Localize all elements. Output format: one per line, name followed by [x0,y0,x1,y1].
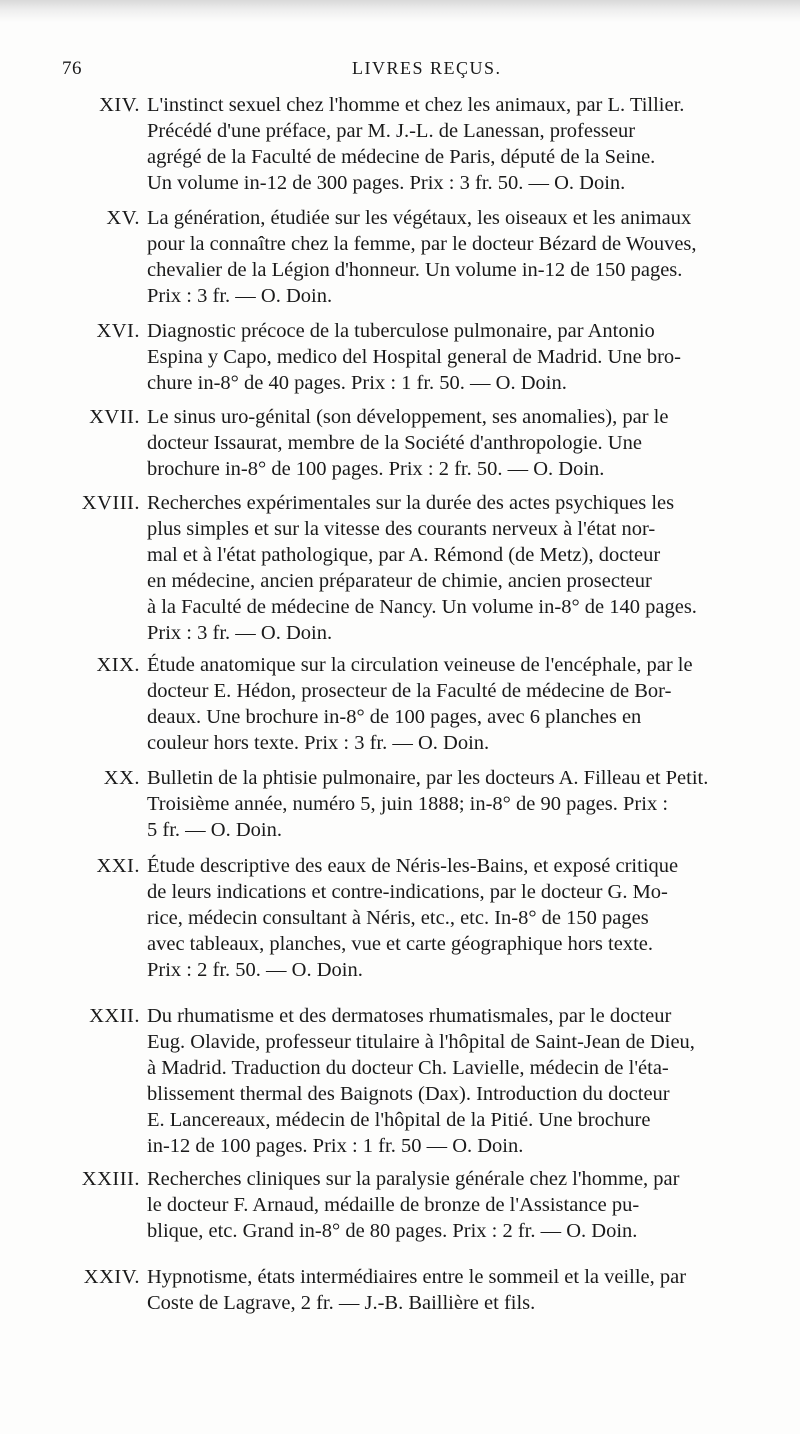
entry-line: La génération, étudiée sur les végétaux, les oiseaux et les animaux [147,207,692,229]
entry-line: 5 fr. — O. Doin. [147,819,282,841]
entry-line: chevalier de la Légion d'honneur. Un volume in-12 de 150 pages. [147,259,683,281]
entry-line: mal et à l'état pathologique, par A. Rémond (de Metz), docteur [147,544,661,566]
entry-line: Recherches cliniques sur la paralysie générale chez l'homme, par [147,1168,680,1190]
entry-numeral: XXIV. [83,1266,140,1288]
entry-line: blissement thermal des Baignots (Dax). Introduction du docteur [147,1083,670,1105]
entry-line: Prix : 3 fr. — O. Doin. [147,285,333,307]
entry-line: Du rhumatisme et des dermatoses rhumatismales, par le docteur [147,1005,672,1027]
entry-numeral: XXIII. [81,1168,140,1190]
page-number: 76 [62,58,82,79]
entry-text [147,1166,800,1244]
entry-numeral: XX. [103,767,140,789]
entry-text [147,92,800,196]
entry-line: Prix : 2 fr. 50. — O. Doin. [147,959,363,981]
entry-text [147,1264,800,1316]
entry-line: agrégé de la Faculté de médecine de Paris, député de la Seine. [147,146,656,168]
entry-line: plus simples et sur la vitesse des courants nerveux à l'état nor- [147,518,656,540]
entry-line: en médecine, ancien préparateur de chimie, ancien prosecteur [147,570,652,592]
entry-line: Coste de Lagrave, 2 fr. — J.-B. Baillière et fils. [147,1292,536,1314]
entry-line: brochure in-8° de 100 pages. Prix : 2 fr. 50. — O. Doin. [147,458,605,480]
entry-line: à la Faculté de médecine de Nancy. Un volume in-8° de 140 pages. [147,596,697,618]
entry-line: docteur E. Hédon, prosecteur de la Faculté de médecine de Bor- [147,680,672,702]
entry-line: Un volume in-12 de 300 pages. Prix : 3 fr. 50. — O. Doin. [147,172,626,194]
entry-text [147,318,800,396]
entry-numeral: XXII. [89,1005,140,1027]
entry-line: Prix : 3 fr. — O. Doin. [147,622,333,644]
entry-line: deaux. Une brochure in-8° de 100 pages, avec 6 planches en [147,706,642,728]
entry-line: Étude anatomique sur la circulation veineuse de l'encéphale, par le [147,654,693,676]
entry-line: blique, etc. Grand in-8° de 80 pages. Prix : 2 fr. — O. Doin. [147,1220,638,1242]
entry-line: Troisième année, numéro 5, juin 1888; in-8° de 90 pages. Prix : [147,793,669,815]
entry-text [147,652,800,756]
entry-line: Recherches expérimentales sur la durée des actes psychiques les [147,492,675,514]
entry-numeral: XV. [106,207,140,229]
entry-line: Étude descriptive des eaux de Néris-les-Bains, et exposé critique [147,855,679,877]
entry-numeral: XVIII. [81,492,140,514]
entry-line: Précédé d'une préface, par M. J.-L. de Lanessan, professeur [147,120,636,142]
entry-line: Diagnostic précoce de la tuberculose pulmonaire, par Antonio [147,320,655,342]
entry-line: le docteur F. Arnaud, médaille de bronze de l'Assistance pu- [147,1194,640,1216]
entry-line: Eug. Olavide, professeur titulaire à l'hôpital de Saint-Jean de Dieu, [147,1031,695,1053]
entry-line: docteur Issaurat, membre de la Société d'anthropologie. Une [147,432,642,454]
entry-numeral: XVII. [89,406,140,428]
entry-line: rice, médecin consultant à Néris, etc., etc. In-8° de 150 pages [147,907,649,929]
entry-text [147,404,800,482]
entry-text [147,853,800,983]
entry-line: E. Lancereaux, médecin de l'hôpital de la Pitié. Une brochure [147,1109,651,1131]
entry-numeral: XXI. [96,855,140,877]
entry-line: Espina y Capo, medico del Hospital general de Madrid. Une bro- [147,346,681,368]
entry-line: de leurs indications et contre-indications, par le docteur G. Mo- [147,881,668,903]
page-header [62,58,762,88]
entry-text [147,205,800,309]
entry-line: L'instinct sexuel chez l'homme et chez les animaux, par L. Tillier. [147,94,685,116]
entry-line: à Madrid. Traduction du docteur Ch. Lavielle, médecin de l'éta- [147,1057,669,1079]
entry-line: avec tableaux, planches, vue et carte géographique hors texte. [147,933,654,955]
entry-text [147,765,800,843]
entry-line: Hypnotisme, états intermédiaires entre le sommeil et la veille, par [147,1266,687,1288]
entry-line: chure in-8° de 40 pages. Prix : 1 fr. 50. — O. Doin. [147,372,567,394]
entry-line: couleur hors texte. Prix : 3 fr. — O. Doin. [147,732,490,754]
entry-line: Le sinus uro-génital (son développement, ses anomalies), par le [147,406,669,428]
entry-text [147,1003,800,1159]
entry-line: pour la connaître chez la femme, par le docteur Bézard de Wouves, [147,233,697,255]
entry-line: Bulletin de la phtisie pulmonaire, par les docteurs A. Filleau et Petit. [147,767,709,789]
entry-line: in-12 de 100 pages. Prix : 1 fr. 50 — O. Doin. [147,1135,524,1157]
entry-numeral: XIX. [96,654,140,676]
running-title: LIVRES REÇUS. [352,58,502,78]
entry-numeral: XVI. [96,320,140,342]
entry-text [147,490,800,646]
entry-numeral: XIV. [99,94,140,116]
scan-edge-shadow [0,0,800,22]
